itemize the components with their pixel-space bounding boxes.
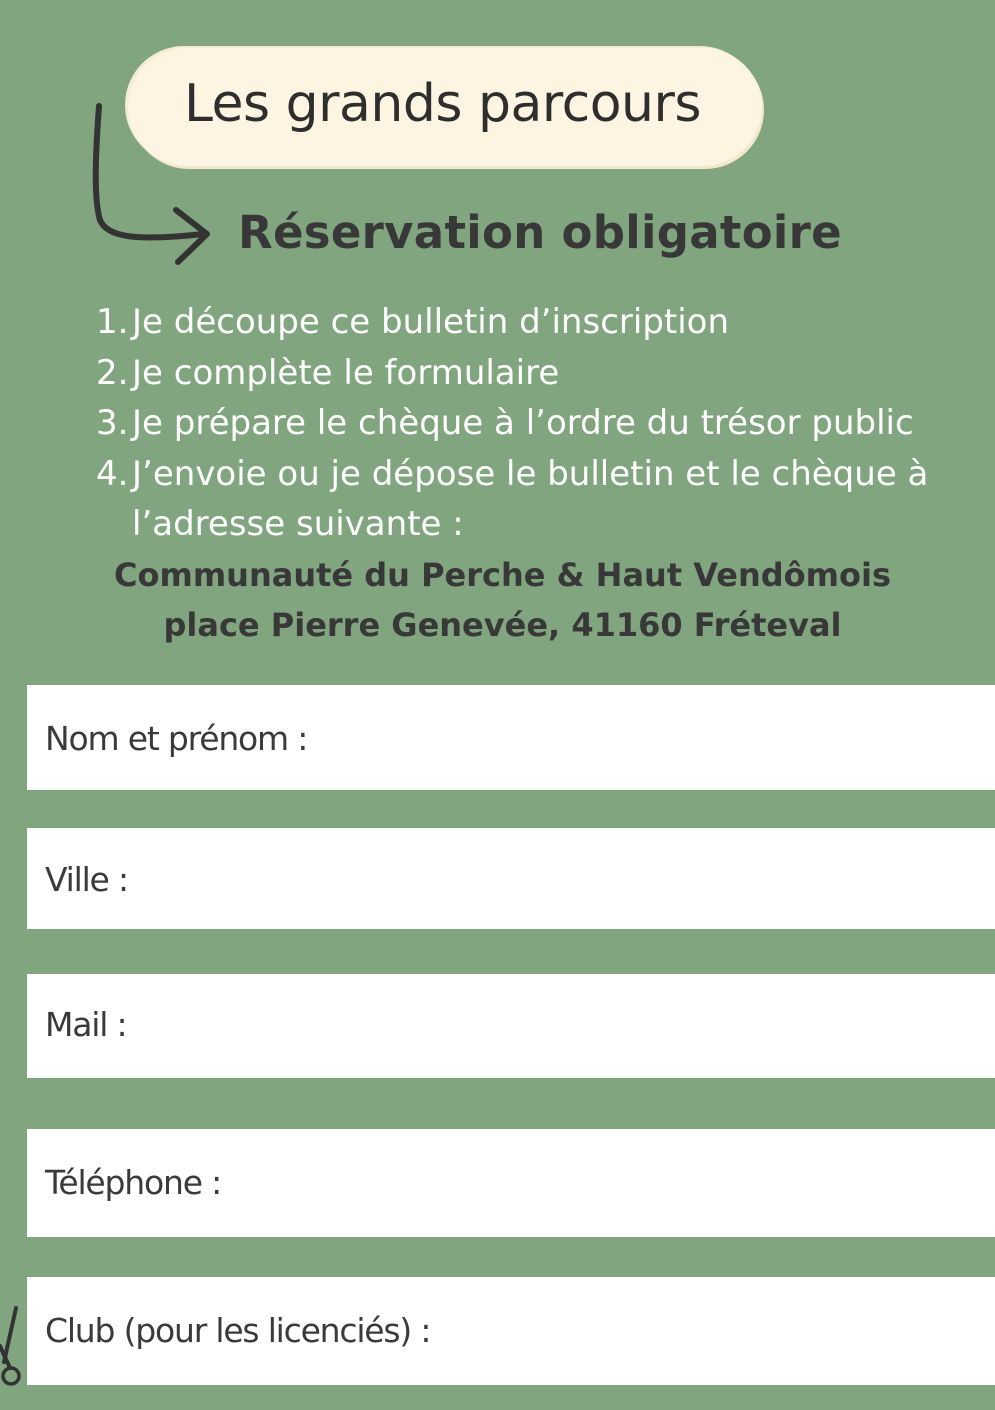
name-field[interactable] [27, 685, 995, 790]
club-field[interactable] [27, 1277, 995, 1385]
list-item [96, 398, 976, 449]
curved-arrow-icon [86, 100, 216, 270]
list-item [96, 449, 976, 550]
step-number: 1. [96, 302, 129, 342]
scissors-icon [0, 1306, 28, 1388]
address-line-2: place Pierre Genevée, 41160 Fréteval [163, 606, 842, 644]
list-item [96, 348, 976, 399]
field-label: Mail : [45, 1005, 127, 1044]
title-badge [128, 48, 762, 166]
page-title: Les grands parcours [184, 74, 701, 134]
subtitle: Réservation obligatoire [238, 206, 842, 259]
step-text: Je complète le formulaire [132, 352, 560, 393]
email-field[interactable] [27, 974, 995, 1078]
step-number: 4. [96, 453, 129, 494]
field-label: Nom et prénom : [45, 719, 308, 758]
instructions-list [96, 297, 976, 550]
step-text: Je prépare le chèque à l’ordre du trésor public [132, 403, 914, 443]
field-label: Club (pour les licenciés) : [45, 1311, 431, 1350]
step-number: 2. [96, 352, 129, 393]
step-text: Je découpe ce bulletin d’inscription [132, 302, 730, 342]
city-field[interactable] [27, 828, 995, 929]
address-line-1: Communauté du Perche & Haut Vendômois [114, 556, 891, 594]
phone-field[interactable] [27, 1129, 995, 1237]
step-text-continuation: l’adresse suivante : [132, 504, 464, 544]
list-item [96, 297, 976, 348]
field-label: Téléphone : [45, 1163, 222, 1202]
field-label: Ville : [45, 860, 128, 899]
step-number: 3. [96, 403, 129, 443]
step-text: J’envoie ou je dépose le bulletin et le chèque à [132, 453, 929, 494]
